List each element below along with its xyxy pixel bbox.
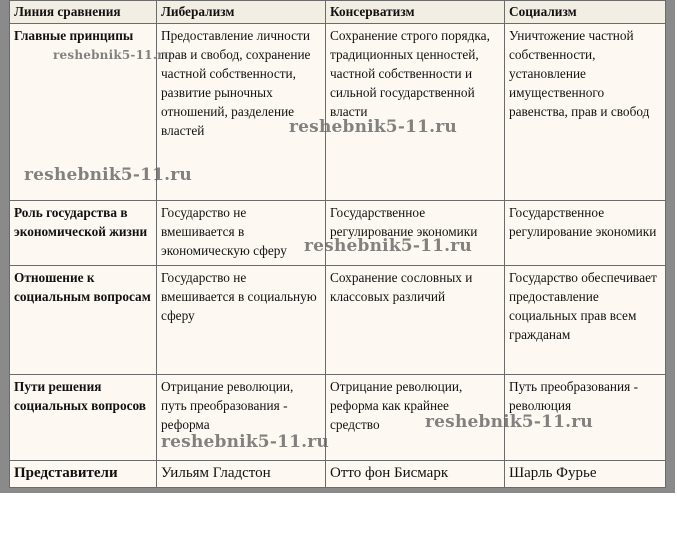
row-label: Отношение к социальным вопросам [10, 266, 157, 375]
table-header-row [10, 1, 666, 24]
watermark: reshebnik5-11.ru [289, 117, 457, 137]
row-label: Главные принципы [10, 24, 157, 201]
cell-conservatism: Отто фон Бисмарк [326, 461, 505, 488]
cell-liberalism: Предоставление личности прав и свобод, сохранение частной собственности, развитие рыночных отношений, разделение властей [157, 24, 326, 201]
cell-liberalism: Государство не вмешивается в экономическую сферу [157, 201, 326, 266]
watermark: reshebnik5-11.ru [425, 412, 593, 432]
header-conservatism: Консерватизм [326, 1, 505, 24]
cell-liberalism: Уильям Гладстон [157, 461, 326, 488]
cell-socialism: Шарль Фурье [505, 461, 666, 488]
header-socialism: Социализм [505, 1, 666, 24]
watermark: reshebnik5-11.ru [24, 165, 192, 185]
header-liberalism: Либерализм [157, 1, 326, 24]
cell-conservatism: Отрицание революции, реформа как крайнее средство [326, 375, 505, 461]
cell-socialism: Путь преобразования - революция [505, 375, 666, 461]
cell-socialism: Государство обеспечивает предоставление социальных прав всем гражданам [505, 266, 666, 375]
row-label: Роль государства в экономической жизни [10, 201, 157, 266]
cell-socialism: Уничтожение частной собственности, установление имущественного равенства, прав и свобод [505, 24, 666, 201]
watermark: reshebnik5-11.ru [161, 432, 329, 452]
table-row [10, 266, 666, 375]
cell-conservatism: Сохранение сословных и классовых различий [326, 266, 505, 375]
cell-conservatism: Сохранение строго порядка, традиционных ценностей, частной собственности и сильной государственной власти [326, 24, 505, 201]
table-row [10, 461, 666, 488]
row-label: Представители [10, 461, 157, 488]
row-label: Пути решения социальных вопросов [10, 375, 157, 461]
cell-conservatism: Государственное регулирование экономики [326, 201, 505, 266]
watermark: reshebnik5-11.ru [304, 236, 472, 256]
cell-socialism: Государственное регулирование экономики [505, 201, 666, 266]
header-comparison-line: Линия сравнения [10, 1, 157, 24]
watermark: reshebnik5-11.ru [53, 48, 173, 62]
cell-liberalism: Отрицание революции, путь преобразования - реформа [157, 375, 326, 461]
cell-liberalism: Государство не вмешивается в социальную сферу [157, 266, 326, 375]
